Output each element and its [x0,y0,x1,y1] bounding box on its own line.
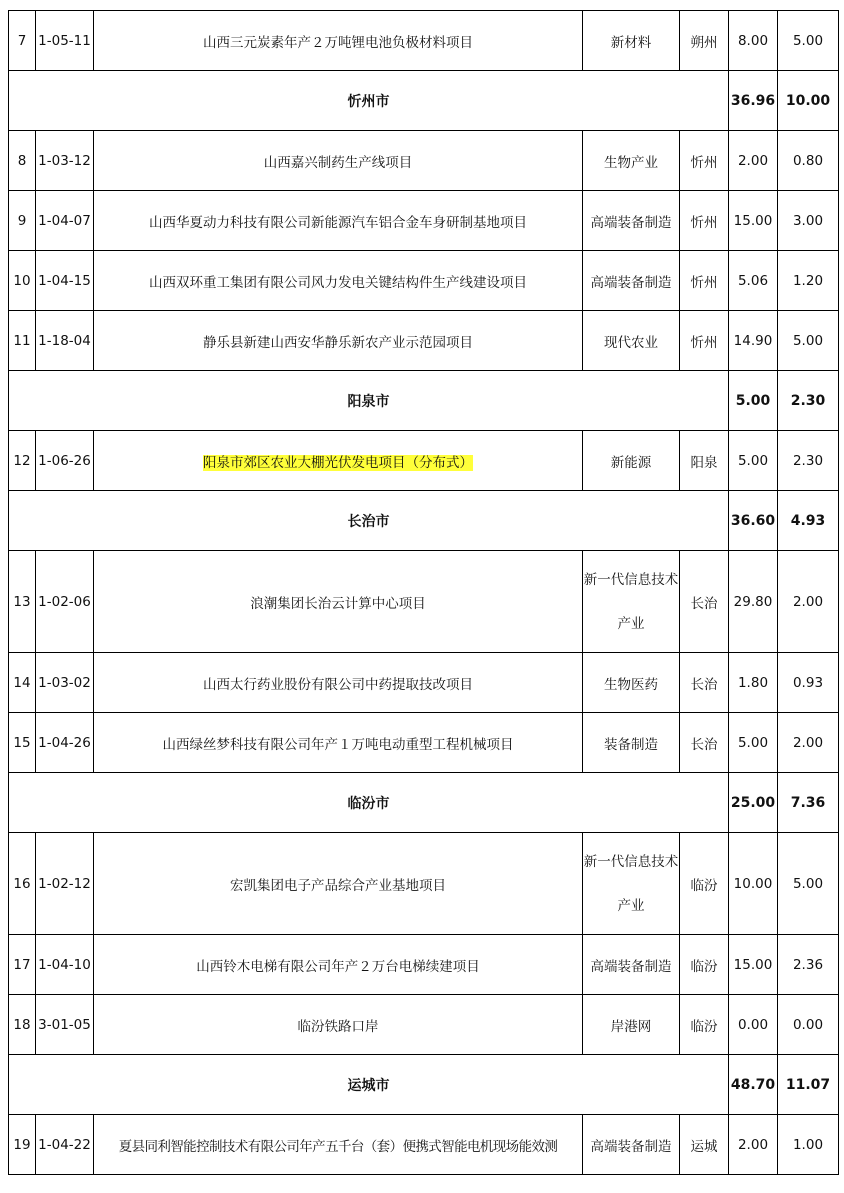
row-number: 11 [9,311,36,371]
table-row [9,935,839,995]
total-investment: 0.00 [729,995,778,1055]
total-investment: 14.90 [729,311,778,371]
row-number: 18 [9,995,36,1055]
project-name-text: 山西太行药业股份有限公司中药提取技改项目 [203,676,473,693]
city-year-investment: 7.36 [778,773,839,833]
table-row [9,131,839,191]
industry-category: 高端装备制造 [583,935,680,995]
project-table [8,10,839,1175]
industry-category: 新能源 [583,431,680,491]
city-total-investment: 36.96 [729,71,778,131]
year-investment: 0.00 [778,995,839,1055]
row-number: 17 [9,935,36,995]
total-investment: 8.00 [729,11,778,71]
city: 忻州 [680,191,729,251]
total-investment: 5.00 [729,713,778,773]
table-row [9,311,839,371]
table-row [9,995,839,1055]
project-name [94,1115,583,1175]
row-number: 9 [9,191,36,251]
city-subtotal-row [9,71,839,131]
year-investment: 5.00 [778,11,839,71]
city: 阳泉 [680,431,729,491]
project-name [94,833,583,935]
row-number: 10 [9,251,36,311]
project-name-text: 夏县同利智能控制技术有限公司年产五千台（套）便携式智能电机现场能效测 [118,1138,558,1155]
project-code: 1-02-06 [36,551,94,653]
project-name [94,131,583,191]
project-code: 1-02-12 [36,833,94,935]
project-code: 1-18-04 [36,311,94,371]
highlighted-project-name: 阳泉市郊区农业大棚光伏发电项目（分布式） [203,454,473,471]
row-number: 15 [9,713,36,773]
project-code: 1-04-15 [36,251,94,311]
city-name: 运城市 [9,1055,729,1115]
table-row [9,551,839,653]
project-name-text: 山西华夏动力科技有限公司新能源汽车铝合金车身研制基地项目 [149,214,527,231]
city-year-investment: 10.00 [778,71,839,131]
project-name [94,653,583,713]
total-investment: 2.00 [729,1115,778,1175]
total-investment: 15.00 [729,191,778,251]
total-investment: 10.00 [729,833,778,935]
city-total-investment: 36.60 [729,491,778,551]
project-code: 3-01-05 [36,995,94,1055]
city: 朔州 [680,11,729,71]
total-investment: 1.80 [729,653,778,713]
city: 运城 [680,1115,729,1175]
industry-category: 新材料 [583,11,680,71]
year-investment: 0.80 [778,131,839,191]
table-row [9,191,839,251]
year-investment: 1.00 [778,1115,839,1175]
year-investment: 2.00 [778,713,839,773]
industry-category: 高端装备制造 [583,1115,680,1175]
project-name-text: 山西双环重工集团有限公司风力发电关键结构件生产线建设项目 [149,274,527,291]
row-number: 14 [9,653,36,713]
total-investment: 5.06 [729,251,778,311]
industry-category: 新一代信息技术产业 [583,833,680,935]
city: 忻州 [680,131,729,191]
project-code: 1-04-10 [36,935,94,995]
city-subtotal-row [9,371,839,431]
year-investment: 5.00 [778,833,839,935]
city-total-investment: 25.00 [729,773,778,833]
city: 长治 [680,713,729,773]
project-code: 1-04-07 [36,191,94,251]
industry-category: 生物产业 [583,131,680,191]
project-name-text: 山西铃木电梯有限公司年产２万台电梯续建项目 [196,958,480,975]
industry-category: 装备制造 [583,713,680,773]
project-code: 1-04-26 [36,713,94,773]
project-code: 1-03-12 [36,131,94,191]
year-investment: 2.00 [778,551,839,653]
table-row [9,653,839,713]
project-name [94,191,583,251]
table-row [9,431,839,491]
project-name [94,713,583,773]
table-row [9,251,839,311]
city-name: 忻州市 [9,71,729,131]
row-number: 19 [9,1115,36,1175]
table-row [9,1115,839,1175]
project-code: 1-04-22 [36,1115,94,1175]
year-investment: 2.30 [778,431,839,491]
project-name-text: 浪潮集团长治云计算中心项目 [250,595,426,612]
table-row [9,833,839,935]
project-name [94,995,583,1055]
row-number: 12 [9,431,36,491]
year-investment: 2.36 [778,935,839,995]
project-name [94,551,583,653]
city: 长治 [680,653,729,713]
industry-category: 生物医药 [583,653,680,713]
project-name [94,311,583,371]
city-name: 长治市 [9,491,729,551]
city-name: 阳泉市 [9,371,729,431]
city: 临汾 [680,833,729,935]
year-investment: 3.00 [778,191,839,251]
year-investment: 1.20 [778,251,839,311]
city-total-investment: 48.70 [729,1055,778,1115]
project-name-text: 宏凯集团电子产品综合产业基地项目 [230,877,446,894]
row-number: 13 [9,551,36,653]
project-code: 1-03-02 [36,653,94,713]
year-investment: 0.93 [778,653,839,713]
industry-category: 高端装备制造 [583,251,680,311]
city-subtotal-row [9,1055,839,1115]
project-name [94,11,583,71]
project-name [94,431,583,491]
city: 临汾 [680,995,729,1055]
city-name: 临汾市 [9,773,729,833]
city-total-investment: 5.00 [729,371,778,431]
city-subtotal-row [9,491,839,551]
industry-category: 现代农业 [583,311,680,371]
table-row [9,713,839,773]
total-investment: 15.00 [729,935,778,995]
industry-category: 岸港网 [583,995,680,1055]
project-name-text: 静乐县新建山西安华静乐新农产业示范园项目 [203,334,473,351]
industry-category: 高端装备制造 [583,191,680,251]
industry-category: 新一代信息技术产业 [583,551,680,653]
project-name [94,935,583,995]
table-row [9,11,839,71]
city: 忻州 [680,311,729,371]
project-code: 1-06-26 [36,431,94,491]
project-code: 1-05-11 [36,11,94,71]
row-number: 7 [9,11,36,71]
row-number: 8 [9,131,36,191]
city: 长治 [680,551,729,653]
city-subtotal-row [9,773,839,833]
total-investment: 5.00 [729,431,778,491]
project-name-text: 山西三元炭素年产２万吨锂电池负极材料项目 [203,34,473,51]
total-investment: 29.80 [729,551,778,653]
city-year-investment: 2.30 [778,371,839,431]
city: 忻州 [680,251,729,311]
row-number: 16 [9,833,36,935]
project-name-text: 山西嘉兴制药生产线项目 [263,154,413,171]
year-investment: 5.00 [778,311,839,371]
city-year-investment: 4.93 [778,491,839,551]
project-name-text: 临汾铁路口岸 [297,1018,379,1035]
city-year-investment: 11.07 [778,1055,839,1115]
city: 临汾 [680,935,729,995]
project-name [94,251,583,311]
project-name-text: 山西绿丝梦科技有限公司年产１万吨电动重型工程机械项目 [162,736,514,753]
total-investment: 2.00 [729,131,778,191]
